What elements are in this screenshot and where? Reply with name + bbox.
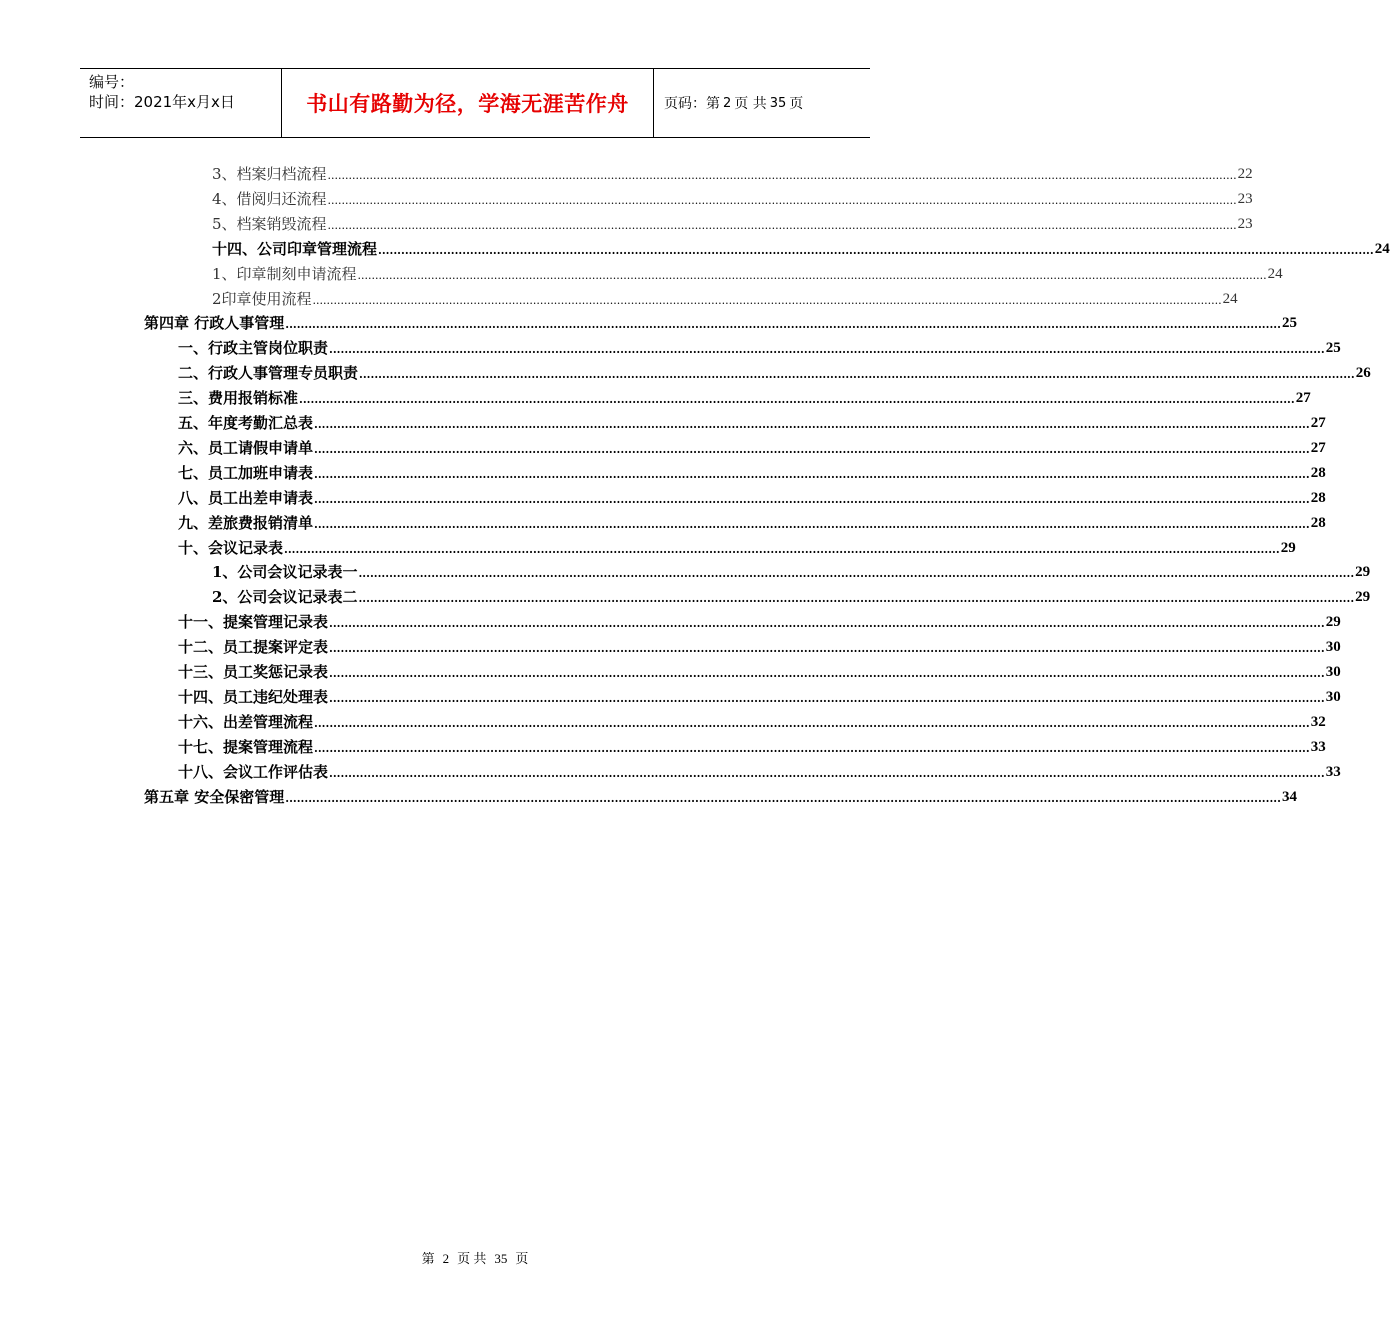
toc-entry[interactable]: [178, 632, 1341, 657]
toc-entry-page: 34: [1281, 788, 1297, 805]
toc-entry-page: 27: [1295, 390, 1311, 407]
toc-entry-page: 24: [1267, 265, 1283, 282]
toc-entry[interactable]: [178, 732, 1326, 757]
toc-leader-dots: ....................................................................................................................................................................................................................................................................: [329, 667, 1325, 680]
toc-entry[interactable]: [144, 782, 1297, 807]
toc-leader-dots: ....................................................................................................................................................................................................................................................................: [314, 418, 1310, 431]
toc-entry-label: 十二、员工提案评定表: [178, 638, 329, 657]
toc-leader-dots: ....................................................................................................................................................................................................................................................................: [284, 542, 1280, 556]
code-label: 编号：: [89, 73, 135, 91]
toc-entry-label: 十四、公司印章管理流程: [212, 239, 378, 258]
toc-entry-page: 33: [1310, 738, 1326, 755]
toc-entry[interactable]: [178, 333, 1341, 358]
page-footer: [0, 1248, 950, 1267]
toc-entry[interactable]: [178, 682, 1341, 707]
toc-entry-label: 十一、提案管理记录表: [178, 613, 329, 632]
toc-entry[interactable]: [178, 483, 1326, 508]
footer-total: 35: [494, 1251, 508, 1266]
toc-entry-label: 十八、会议工作评估表: [178, 762, 329, 781]
toc-entry-label: 十六、出差管理流程: [178, 712, 314, 731]
toc-entry-page: 30: [1325, 639, 1341, 656]
toc-leader-dots: ....................................................................................................................................................................................................................................................................: [358, 592, 1355, 606]
toc-entry-label: 5、档案销毁流程: [212, 214, 327, 233]
toc-entry-page: 26: [1355, 365, 1371, 382]
toc-entry-label: 1、公司会议记录表一: [212, 563, 358, 582]
toc-leader-dots: ....................................................................................................................................................................................................................................................................: [329, 617, 1325, 631]
footer-suffix: 页: [515, 1251, 529, 1266]
toc-entry-label: 九、差旅费报销清单: [178, 513, 314, 532]
toc-entry-page: 33: [1325, 763, 1341, 780]
toc-entry[interactable]: [178, 508, 1326, 533]
toc-leader-dots: ....................................................................................................................................................................................................................................................................: [285, 318, 1281, 332]
toc-entry-label: 4、借阅归还流程: [212, 189, 327, 208]
header-page-info: [654, 69, 870, 137]
toc-leader-dots: ....................................................................................................................................................................................................................................................................: [327, 169, 1237, 182]
toc-leader-dots: ....................................................................................................................................................................................................................................................................: [299, 393, 1295, 407]
toc-entry-label: 3、档案归档流程: [212, 165, 327, 183]
toc-entry-page: 24: [1374, 240, 1390, 257]
toc-entry-label: 十三、员工奖惩记录表: [178, 663, 329, 681]
toc-entry-label: 一、行政主管岗位职责: [178, 339, 329, 358]
toc-entry[interactable]: [212, 259, 1283, 284]
toc-entry[interactable]: [212, 582, 1371, 607]
toc-leader-dots: ....................................................................................................................................................................................................................................................................: [378, 243, 1374, 257]
toc-leader-dots: ....................................................................................................................................................................................................................................................................: [314, 741, 1310, 755]
toc-leader-dots: ....................................................................................................................................................................................................................................................................: [358, 567, 1355, 581]
toc-entry-page: 32: [1310, 713, 1326, 730]
toc-leader-dots: ....................................................................................................................................................................................................................................................................: [314, 716, 1310, 730]
toc-leader-dots: ....................................................................................................................................................................................................................................................................: [357, 268, 1267, 282]
toc-entry-page: 29: [1325, 614, 1341, 631]
toc-entry-page: 28: [1310, 489, 1326, 506]
toc-entry[interactable]: [212, 184, 1253, 209]
toc-leader-dots: ....................................................................................................................................................................................................................................................................: [327, 193, 1237, 207]
header-meta: [80, 69, 282, 137]
toc-entry[interactable]: [178, 408, 1326, 433]
toc-entry[interactable]: [144, 308, 1297, 333]
page-prefix: 页码：第: [664, 96, 720, 112]
toc-entry-page: 28: [1310, 514, 1326, 531]
toc-entry[interactable]: [212, 557, 1371, 582]
toc-entry-page: 24: [1222, 290, 1238, 307]
toc-leader-dots: ....................................................................................................................................................................................................................................................................: [312, 293, 1222, 307]
toc-entry[interactable]: [178, 433, 1326, 458]
toc-leader-dots: ....................................................................................................................................................................................................................................................................: [314, 517, 1310, 531]
toc-entry-page: 23: [1237, 190, 1253, 207]
toc-entry-label: 十七、提案管理流程: [178, 737, 314, 756]
toc-entry-page: 29: [1355, 564, 1371, 581]
time-label: 时间：2021年x月x日: [89, 93, 235, 111]
toc-entry-label: 十四、员工违纪处理表: [178, 687, 329, 706]
toc-leader-dots: ....................................................................................................................................................................................................................................................................: [285, 791, 1281, 805]
toc-entry-page: 27: [1310, 415, 1326, 431]
toc-entry-page: 25: [1281, 315, 1297, 332]
header-motto-cell: [282, 69, 654, 137]
toc-entry-label: 七、员工加班申请表: [178, 463, 314, 482]
toc-entry-label: 八、员工出差申请表: [178, 488, 314, 507]
footer-mid: 页 共: [457, 1251, 487, 1266]
page-mid: 页 共: [734, 96, 767, 112]
toc-entry-page: 27: [1310, 439, 1326, 456]
toc-entry-page: 28: [1310, 464, 1326, 481]
toc-entry[interactable]: [178, 383, 1311, 408]
page-suffix: 页: [789, 96, 804, 112]
toc-entry-label: 2印章使用流程: [212, 289, 312, 308]
toc-leader-dots: ....................................................................................................................................................................................................................................................................: [314, 442, 1310, 456]
toc-entry[interactable]: [212, 209, 1253, 234]
toc-entry-page: 30: [1325, 664, 1341, 680]
toc-entry[interactable]: [178, 657, 1341, 682]
toc-entry[interactable]: [178, 707, 1326, 732]
toc-leader-dots: ....................................................................................................................................................................................................................................................................: [329, 642, 1325, 656]
toc-leader-dots: ....................................................................................................................................................................................................................................................................: [327, 218, 1237, 232]
toc-entry[interactable]: [212, 284, 1238, 309]
toc-entry[interactable]: [178, 607, 1341, 632]
footer-current: 2: [442, 1251, 450, 1266]
toc-entry[interactable]: [178, 757, 1341, 782]
toc-leader-dots: ....................................................................................................................................................................................................................................................................: [359, 368, 1355, 382]
toc-entry[interactable]: [212, 159, 1253, 184]
footer-prefix: 第: [421, 1251, 435, 1266]
toc-entry-page: 23: [1237, 215, 1253, 232]
toc-leader-dots: ....................................................................................................................................................................................................................................................................: [314, 467, 1310, 481]
toc-entry-label: 二、行政人事管理专员职责: [178, 364, 359, 383]
toc-entry-label: 三、费用报销标准: [178, 389, 299, 408]
page-current: 2: [723, 95, 732, 111]
toc-entry[interactable]: [178, 458, 1326, 483]
toc-entry[interactable]: [178, 358, 1371, 383]
page-header: [80, 68, 870, 138]
page-total: 35: [769, 95, 787, 111]
toc-entry-label: 五、年度考勤汇总表: [178, 414, 314, 432]
toc-entry[interactable]: [178, 533, 1296, 558]
toc-entry-label: 第五章 安全保密管理: [144, 787, 285, 806]
toc-leader-dots: ....................................................................................................................................................................................................................................................................: [314, 492, 1310, 506]
toc-entry-label: 1、印章制刻申请流程: [212, 264, 357, 283]
motto-text: 书山有路勤为径，学海无涯苦作舟: [306, 92, 629, 116]
toc-entry-page: 25: [1325, 340, 1341, 357]
toc-entry-page: 30: [1325, 688, 1341, 705]
toc-entry-label: 2、公司会议记录表二: [212, 588, 358, 607]
toc-entry-page: 29: [1280, 539, 1296, 556]
toc-entry-label: 六、员工请假申请单: [178, 438, 314, 457]
toc-entry-page: 22: [1237, 166, 1253, 182]
toc-leader-dots: ....................................................................................................................................................................................................................................................................: [329, 691, 1325, 705]
toc-leader-dots: ....................................................................................................................................................................................................................................................................: [329, 766, 1325, 780]
toc-leader-dots: ....................................................................................................................................................................................................................................................................: [329, 343, 1325, 357]
toc-entry-page: 29: [1355, 589, 1371, 606]
toc-entry-label: 第四章 行政人事管理: [144, 314, 285, 333]
toc-entry-label: 十、会议记录表: [178, 538, 284, 557]
toc-entry[interactable]: [212, 234, 1390, 259]
